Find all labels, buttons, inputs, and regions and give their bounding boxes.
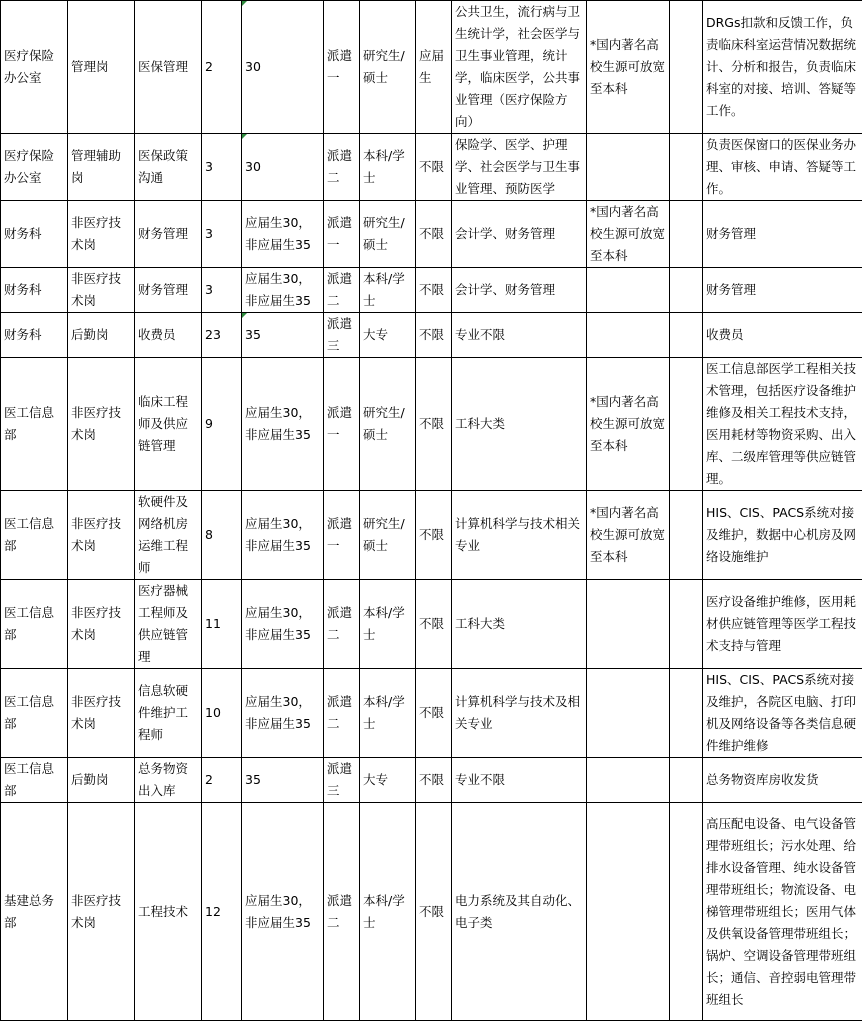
table-row — [1, 1, 862, 134]
age-cell: 应届生30，非应届生35 — [242, 491, 324, 580]
post-type-cell: 管理辅助岗 — [68, 134, 135, 201]
education-cell: 本科/学士 — [360, 268, 416, 313]
count-cell: 2 — [202, 1, 242, 134]
graduate-cell: 不限 — [416, 201, 452, 268]
education-cell: 本科/学士 — [360, 580, 416, 669]
dispatch-cell: 派遣二 — [324, 803, 360, 1021]
education-cell: 本科/学士 — [360, 669, 416, 758]
duty-cell: 财务管理 — [703, 268, 862, 313]
count-cell: 8 — [202, 491, 242, 580]
graduate-cell: 不限 — [416, 491, 452, 580]
count-cell: 3 — [202, 268, 242, 313]
major-cell: 专业不限 — [452, 758, 587, 803]
blank-cell — [670, 491, 703, 580]
post-type-cell: 管理岗 — [68, 1, 135, 134]
graduate-cell: 不限 — [416, 580, 452, 669]
dept-cell: 医工信息部 — [1, 580, 68, 669]
major-cell: 会计学、财务管理 — [452, 268, 587, 313]
education-cell: 研究生/硕士 — [360, 491, 416, 580]
major-cell: 工科大类 — [452, 358, 587, 491]
table-row — [1, 268, 862, 313]
education-cell: 大专 — [360, 313, 416, 358]
post-name-cell: 软硬件及网络机房运维工程师 — [135, 491, 202, 580]
dispatch-cell: 派遣一 — [324, 1, 360, 134]
graduate-cell: 不限 — [416, 134, 452, 201]
dept-cell: 医工信息部 — [1, 358, 68, 491]
dept-cell: 基建总务部 — [1, 803, 68, 1021]
table-row — [1, 358, 862, 491]
blank-cell — [670, 1, 703, 134]
table-row — [1, 580, 862, 669]
duty-cell: HIS、CIS、PACS系统对接及维护，数据中心机房及网络设施维护 — [703, 491, 862, 580]
age-cell: 应届生30，非应届生35 — [242, 580, 324, 669]
count-cell: 23 — [202, 313, 242, 358]
dept-cell: 财务科 — [1, 201, 68, 268]
table-body — [1, 1, 862, 1021]
post-type-cell: 非医疗技术岗 — [68, 201, 135, 268]
dispatch-cell: 派遣二 — [324, 268, 360, 313]
dept-cell: 医工信息部 — [1, 491, 68, 580]
graduate-cell: 不限 — [416, 758, 452, 803]
post-name-cell: 财务管理 — [135, 268, 202, 313]
dept-cell: 财务科 — [1, 313, 68, 358]
note-cell — [587, 803, 670, 1021]
note-cell — [587, 758, 670, 803]
post-name-cell: 总务物资出入库 — [135, 758, 202, 803]
major-cell: 计算机科学与技术及相关专业 — [452, 669, 587, 758]
table-row — [1, 803, 862, 1021]
dispatch-cell: 派遣一 — [324, 358, 360, 491]
major-cell: 专业不限 — [452, 313, 587, 358]
count-cell: 3 — [202, 201, 242, 268]
dept-cell: 医工信息部 — [1, 758, 68, 803]
count-cell: 3 — [202, 134, 242, 201]
dispatch-cell: 派遣二 — [324, 580, 360, 669]
age-cell: 应届生30，非应届生35 — [242, 803, 324, 1021]
age-cell: 应届生30，非应届生35 — [242, 358, 324, 491]
note-cell — [587, 268, 670, 313]
graduate-cell: 不限 — [416, 669, 452, 758]
table-row — [1, 201, 862, 268]
note-cell — [587, 134, 670, 201]
count-cell: 11 — [202, 580, 242, 669]
post-type-cell: 非医疗技术岗 — [68, 491, 135, 580]
education-cell: 本科/学士 — [360, 803, 416, 1021]
age-cell: 30 — [242, 1, 324, 134]
dispatch-cell: 派遣三 — [324, 313, 360, 358]
post-name-cell: 医保政策沟通 — [135, 134, 202, 201]
major-cell: 会计学、财务管理 — [452, 201, 587, 268]
table-row — [1, 491, 862, 580]
duty-cell: 医疗设备维护维修，医用耗材供应链管理等医学工程技术支持与管理 — [703, 580, 862, 669]
count-cell: 12 — [202, 803, 242, 1021]
education-cell: 研究生/硕士 — [360, 201, 416, 268]
table-row — [1, 134, 862, 201]
post-name-cell: 医保管理 — [135, 1, 202, 134]
dept-cell: 医疗保险办公室 — [1, 1, 68, 134]
major-cell: 工科大类 — [452, 580, 587, 669]
count-cell: 9 — [202, 358, 242, 491]
dispatch-cell: 派遣二 — [324, 134, 360, 201]
duty-cell: HIS、CIS、PACS系统对接及维护，各院区电脑、打印机及网络设备等各类信息硬件维护维修 — [703, 669, 862, 758]
blank-cell — [670, 669, 703, 758]
blank-cell — [670, 803, 703, 1021]
post-type-cell: 非医疗技术岗 — [68, 803, 135, 1021]
post-type-cell: 非医疗技术岗 — [68, 580, 135, 669]
duty-cell: 医工信息部医学工程相关技术管理，包括医疗设备维护维修及相关工程技术支持，医用耗材等物资采购、出入库、二级库管理等供应链管理。 — [703, 358, 862, 491]
major-cell: 电力系统及其自动化、电子类 — [452, 803, 587, 1021]
note-cell — [587, 669, 670, 758]
age-cell: 35 — [242, 313, 324, 358]
education-cell: 本科/学士 — [360, 134, 416, 201]
graduate-cell: 不限 — [416, 268, 452, 313]
dept-cell: 医工信息部 — [1, 669, 68, 758]
post-type-cell: 非医疗技术岗 — [68, 358, 135, 491]
education-cell: 大专 — [360, 758, 416, 803]
duty-cell: 财务管理 — [703, 201, 862, 268]
note-cell: *国内著名高校生源可放宽至本科 — [587, 358, 670, 491]
graduate-cell: 不限 — [416, 803, 452, 1021]
duty-cell: DRGs扣款和反馈工作，负责临床科室运营情况数据统计、分析和报告，负责临床科室的对接、培训、答疑等工作。 — [703, 1, 862, 134]
blank-cell — [670, 268, 703, 313]
table-row — [1, 758, 862, 803]
dispatch-cell: 派遣三 — [324, 758, 360, 803]
dispatch-cell: 派遣二 — [324, 669, 360, 758]
duty-cell: 收费员 — [703, 313, 862, 358]
post-name-cell: 工程技术 — [135, 803, 202, 1021]
duty-cell: 负责医保窗口的医保业务办理、审核、申请、答疑等工作。 — [703, 134, 862, 201]
post-name-cell: 医疗器械工程师及供应链管理 — [135, 580, 202, 669]
post-type-cell: 非医疗技术岗 — [68, 268, 135, 313]
duty-cell: 高压配电设备、电气设备管理带班组长；污水处理、给排水设备管理、纯水设备管理带班组长；物流设备、电梯管理带班组长；医用气体及供氧设备管理带班组长；锅炉、空调设备管理带班组长；通信、音控弱电管理带班组长 — [703, 803, 862, 1021]
education-cell: 研究生/硕士 — [360, 358, 416, 491]
count-cell: 10 — [202, 669, 242, 758]
note-cell: *国内著名高校生源可放宽至本科 — [587, 1, 670, 134]
post-type-cell: 非医疗技术岗 — [68, 669, 135, 758]
blank-cell — [670, 358, 703, 491]
post-type-cell: 后勤岗 — [68, 758, 135, 803]
blank-cell — [670, 580, 703, 669]
blank-cell — [670, 201, 703, 268]
count-cell: 2 — [202, 758, 242, 803]
post-name-cell: 临床工程师及供应链管理 — [135, 358, 202, 491]
dept-cell: 财务科 — [1, 268, 68, 313]
dispatch-cell: 派遣一 — [324, 201, 360, 268]
blank-cell — [670, 134, 703, 201]
blank-cell — [670, 313, 703, 358]
graduate-cell: 不限 — [416, 358, 452, 491]
table-row — [1, 313, 862, 358]
post-name-cell: 财务管理 — [135, 201, 202, 268]
dispatch-cell: 派遣一 — [324, 491, 360, 580]
post-type-cell: 后勤岗 — [68, 313, 135, 358]
age-cell: 应届生30，非应届生35 — [242, 201, 324, 268]
table-row — [1, 669, 862, 758]
age-cell: 应届生30，非应届生35 — [242, 268, 324, 313]
age-cell: 35 — [242, 758, 324, 803]
note-cell — [587, 313, 670, 358]
graduate-cell: 应届生 — [416, 1, 452, 134]
graduate-cell: 不限 — [416, 313, 452, 358]
dept-cell: 医疗保险办公室 — [1, 134, 68, 201]
post-name-cell: 信息软硬件维护工程师 — [135, 669, 202, 758]
major-cell: 计算机科学与技术相关专业 — [452, 491, 587, 580]
note-cell: *国内著名高校生源可放宽至本科 — [587, 491, 670, 580]
major-cell: 保险学、医学、护理学、社会医学与卫生事业管理、预防医学 — [452, 134, 587, 201]
education-cell: 研究生/硕士 — [360, 1, 416, 134]
age-cell: 应届生30，非应届生35 — [242, 669, 324, 758]
duty-cell: 总务物资库房收发货 — [703, 758, 862, 803]
age-cell: 30 — [242, 134, 324, 201]
blank-cell — [670, 758, 703, 803]
note-cell: *国内著名高校生源可放宽至本科 — [587, 201, 670, 268]
note-cell — [587, 580, 670, 669]
post-name-cell: 收费员 — [135, 313, 202, 358]
major-cell: 公共卫生，流行病与卫生统计学，社会医学与卫生事业管理，统计学，临床医学，公共事业管理（医疗保险方向） — [452, 1, 587, 134]
